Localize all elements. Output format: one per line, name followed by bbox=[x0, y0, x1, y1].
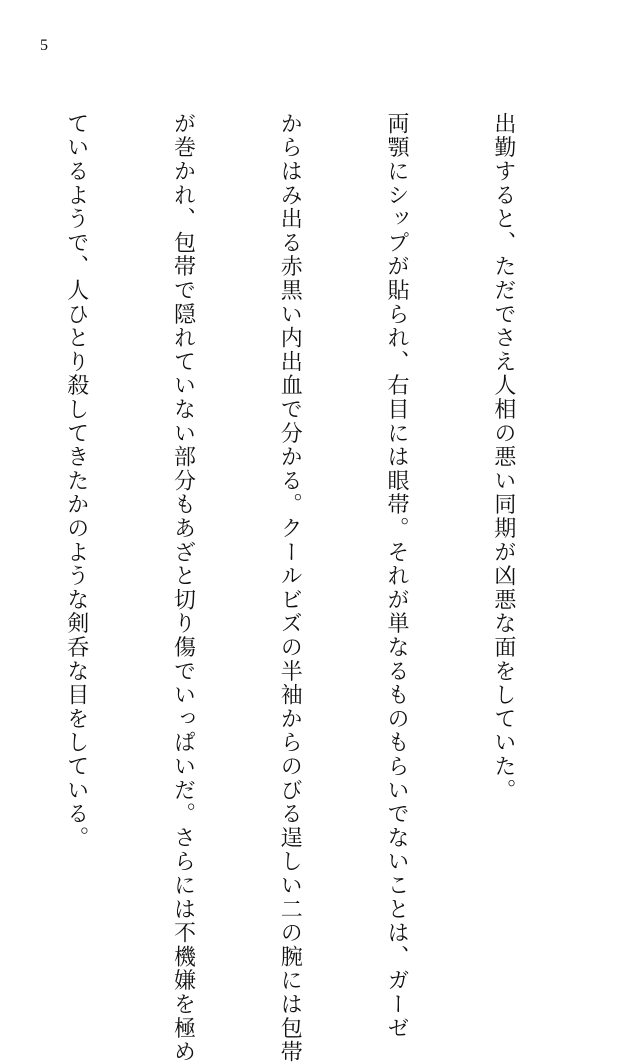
text-line: 両顎にシップが貼られ、右目には眼帯。それが単なるものもらいでないことは、ガーゼ bbox=[384, 112, 410, 1041]
page-number: 5 bbox=[40, 37, 48, 54]
text-line: からはみ出る赤黒い内出血で分かる。クールビズの半袖からのびる逞しい二の腕には包帯 bbox=[277, 112, 303, 1064]
vertical-text-body bbox=[0, 112, 592, 1064]
text-line: ているようで、人ひとり殺してきたかのような剣呑な目をしている。 bbox=[63, 112, 89, 850]
text-line: 出勤すると、ただでさえ人相の悪い同期が凶悪な面をしていた。 bbox=[490, 112, 516, 803]
text-line: が巻かれ、包帯で隠れていない部分もあざと切り傷でいっぱいだ。さらには不機嫌を極め bbox=[170, 112, 196, 1064]
